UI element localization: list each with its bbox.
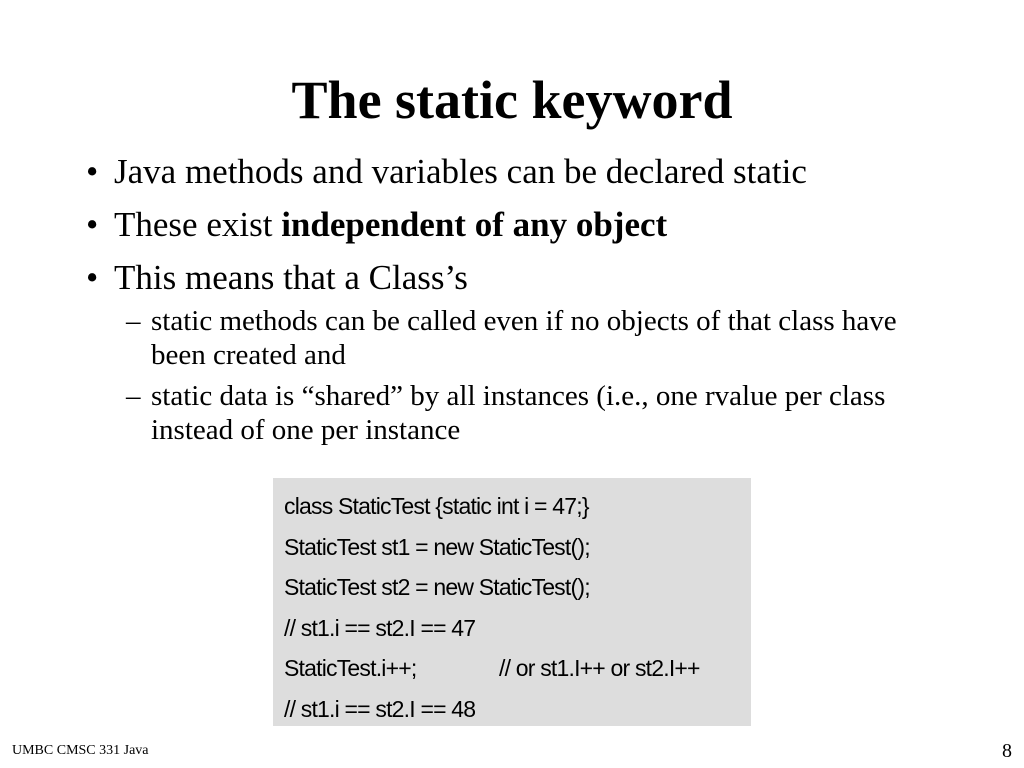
code-statement: StaticTest.i++; [284,655,417,681]
page-number: 8 [1002,740,1012,762]
slide-title: The static keyword [291,70,733,130]
sub-bullet-list [114,304,966,447]
code-line: // st1.i == st2.I == 48 [284,695,476,722]
code-line: // st1.i == st2.I == 47 [284,614,476,641]
bullet-item [86,203,966,247]
code-line: StaticTest st2 = new StaticTest(); [284,574,590,600]
bullet-marker: • [86,205,99,244]
bullet-text: These exist [114,205,282,244]
sub-bullet-marker: – [126,305,141,337]
sub-bullet-item [114,304,911,372]
code-line-with-comment [284,648,751,689]
code-inline-comment: // or st1.I++ or st2.I++ [499,655,700,681]
bullet-emphasis: independent of any object [281,205,668,244]
code-example-box [273,478,751,726]
sub-bullet-text: static methods can be called even if no objects of that class have been created and [151,305,897,371]
code-line: StaticTest st1 = new StaticTest(); [284,533,590,560]
sub-bullet-marker: – [126,380,141,412]
bullet-marker: • [86,152,99,191]
bullet-text: This means that a Class’s [114,258,468,297]
bullet-list [86,150,966,456]
bullet-item [86,150,966,194]
bullet-item [86,256,966,447]
sub-bullet-text: static data is “shared” by all instances (i.e., one rvalue per class instead of one per instance [151,380,886,446]
bullet-marker: • [86,258,99,297]
bullet-text: Java methods and variables can be declared static [114,152,807,191]
sub-bullet-item [114,379,911,447]
code-line: class StaticTest {static int i = 47;} [284,493,589,519]
footer-course-label: UMBC CMSC 331 Java [12,743,149,758]
